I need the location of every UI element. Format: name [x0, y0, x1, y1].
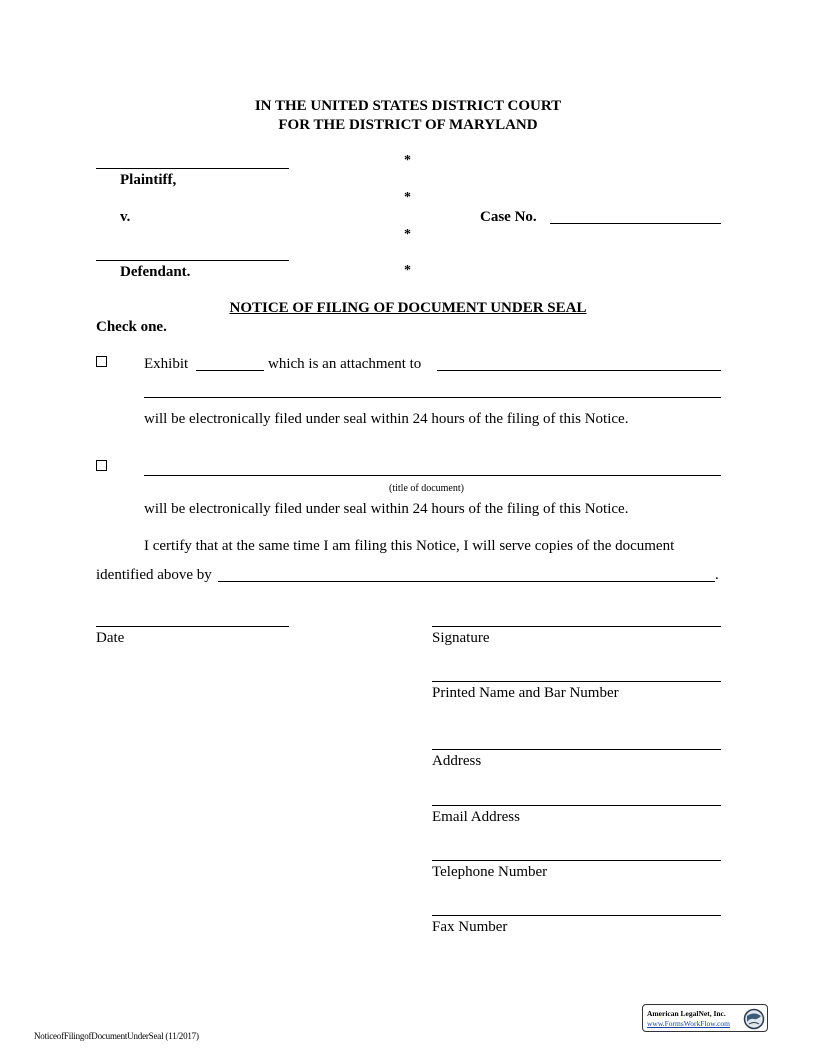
- notice-title: NOTICE OF FILING OF DOCUMENT UNDER SEAL: [229, 300, 587, 316]
- signature-label: Signature: [432, 630, 490, 646]
- check-one-label: Check one.: [96, 319, 167, 335]
- signature-field[interactable]: [432, 626, 721, 627]
- badge-url[interactable]: www.FormsWorkFlow.com: [647, 1019, 731, 1028]
- option1-filed-text: will be electronically filed under seal within 24 hours of the filing of this Notice.: [144, 411, 629, 427]
- caption-star-1: *: [404, 153, 411, 168]
- option2-checkbox[interactable]: [96, 460, 107, 471]
- printed-name-label: Printed Name and Bar Number: [432, 685, 619, 701]
- attachment-to-field-line2[interactable]: [144, 397, 721, 398]
- globe-logo-icon: [743, 1008, 765, 1030]
- title-of-document-caption: (title of document): [389, 483, 464, 494]
- exhibit-number-field[interactable]: [196, 370, 264, 371]
- court-header: [0, 97, 816, 135]
- fax-label: Fax Number: [432, 919, 508, 935]
- email-field[interactable]: [432, 805, 721, 806]
- printed-name-field[interactable]: [432, 681, 721, 682]
- address-field[interactable]: [432, 749, 721, 750]
- court-header-line2: FOR THE DISTRICT OF MARYLAND: [278, 117, 538, 133]
- date-field[interactable]: [96, 626, 289, 627]
- defendant-label: Defendant.: [120, 264, 191, 280]
- court-header-line1: IN THE UNITED STATES DISTRICT COURT: [254, 98, 562, 114]
- option1-checkbox[interactable]: [96, 356, 107, 367]
- fax-field[interactable]: [432, 915, 721, 916]
- telephone-field[interactable]: [432, 860, 721, 861]
- option2-filed-text: will be electronically filed under seal within 24 hours of the filing of this Notice.: [144, 501, 629, 517]
- legalnet-badge[interactable]: [642, 1004, 768, 1032]
- certify-line2-suffix: .: [715, 567, 719, 583]
- caption-star-2: *: [404, 190, 411, 205]
- badge-company-name: American LegalNet, Inc.: [647, 1009, 726, 1018]
- certify-line1: I certify that at the same time I am filing this Notice, I will serve copies of the document: [144, 538, 675, 554]
- option1-exhibit-label: Exhibit: [144, 356, 189, 372]
- form-id: NoticeofFilingofDocumentUnderSeal (11/2017): [34, 1031, 199, 1041]
- certify-line2-prefix: identified above by: [96, 567, 212, 583]
- service-method-field[interactable]: [218, 581, 715, 582]
- attachment-to-field[interactable]: [437, 370, 721, 371]
- versus-label: v.: [120, 209, 131, 225]
- case-number-field[interactable]: [550, 223, 721, 224]
- plaintiff-name-line[interactable]: [96, 168, 289, 169]
- option1-attachment-text: which is an attachment to: [268, 356, 422, 372]
- case-number-label: Case No.: [480, 209, 537, 225]
- date-label: Date: [96, 630, 125, 646]
- plaintiff-label: Plaintiff,: [120, 172, 177, 188]
- address-label: Address: [432, 753, 482, 769]
- email-label: Email Address: [432, 809, 520, 825]
- document-title-field[interactable]: [144, 475, 721, 476]
- telephone-label: Telephone Number: [432, 864, 548, 880]
- caption-star-3: *: [404, 227, 411, 242]
- defendant-name-line[interactable]: [96, 260, 289, 261]
- caption-star-4: *: [404, 263, 411, 278]
